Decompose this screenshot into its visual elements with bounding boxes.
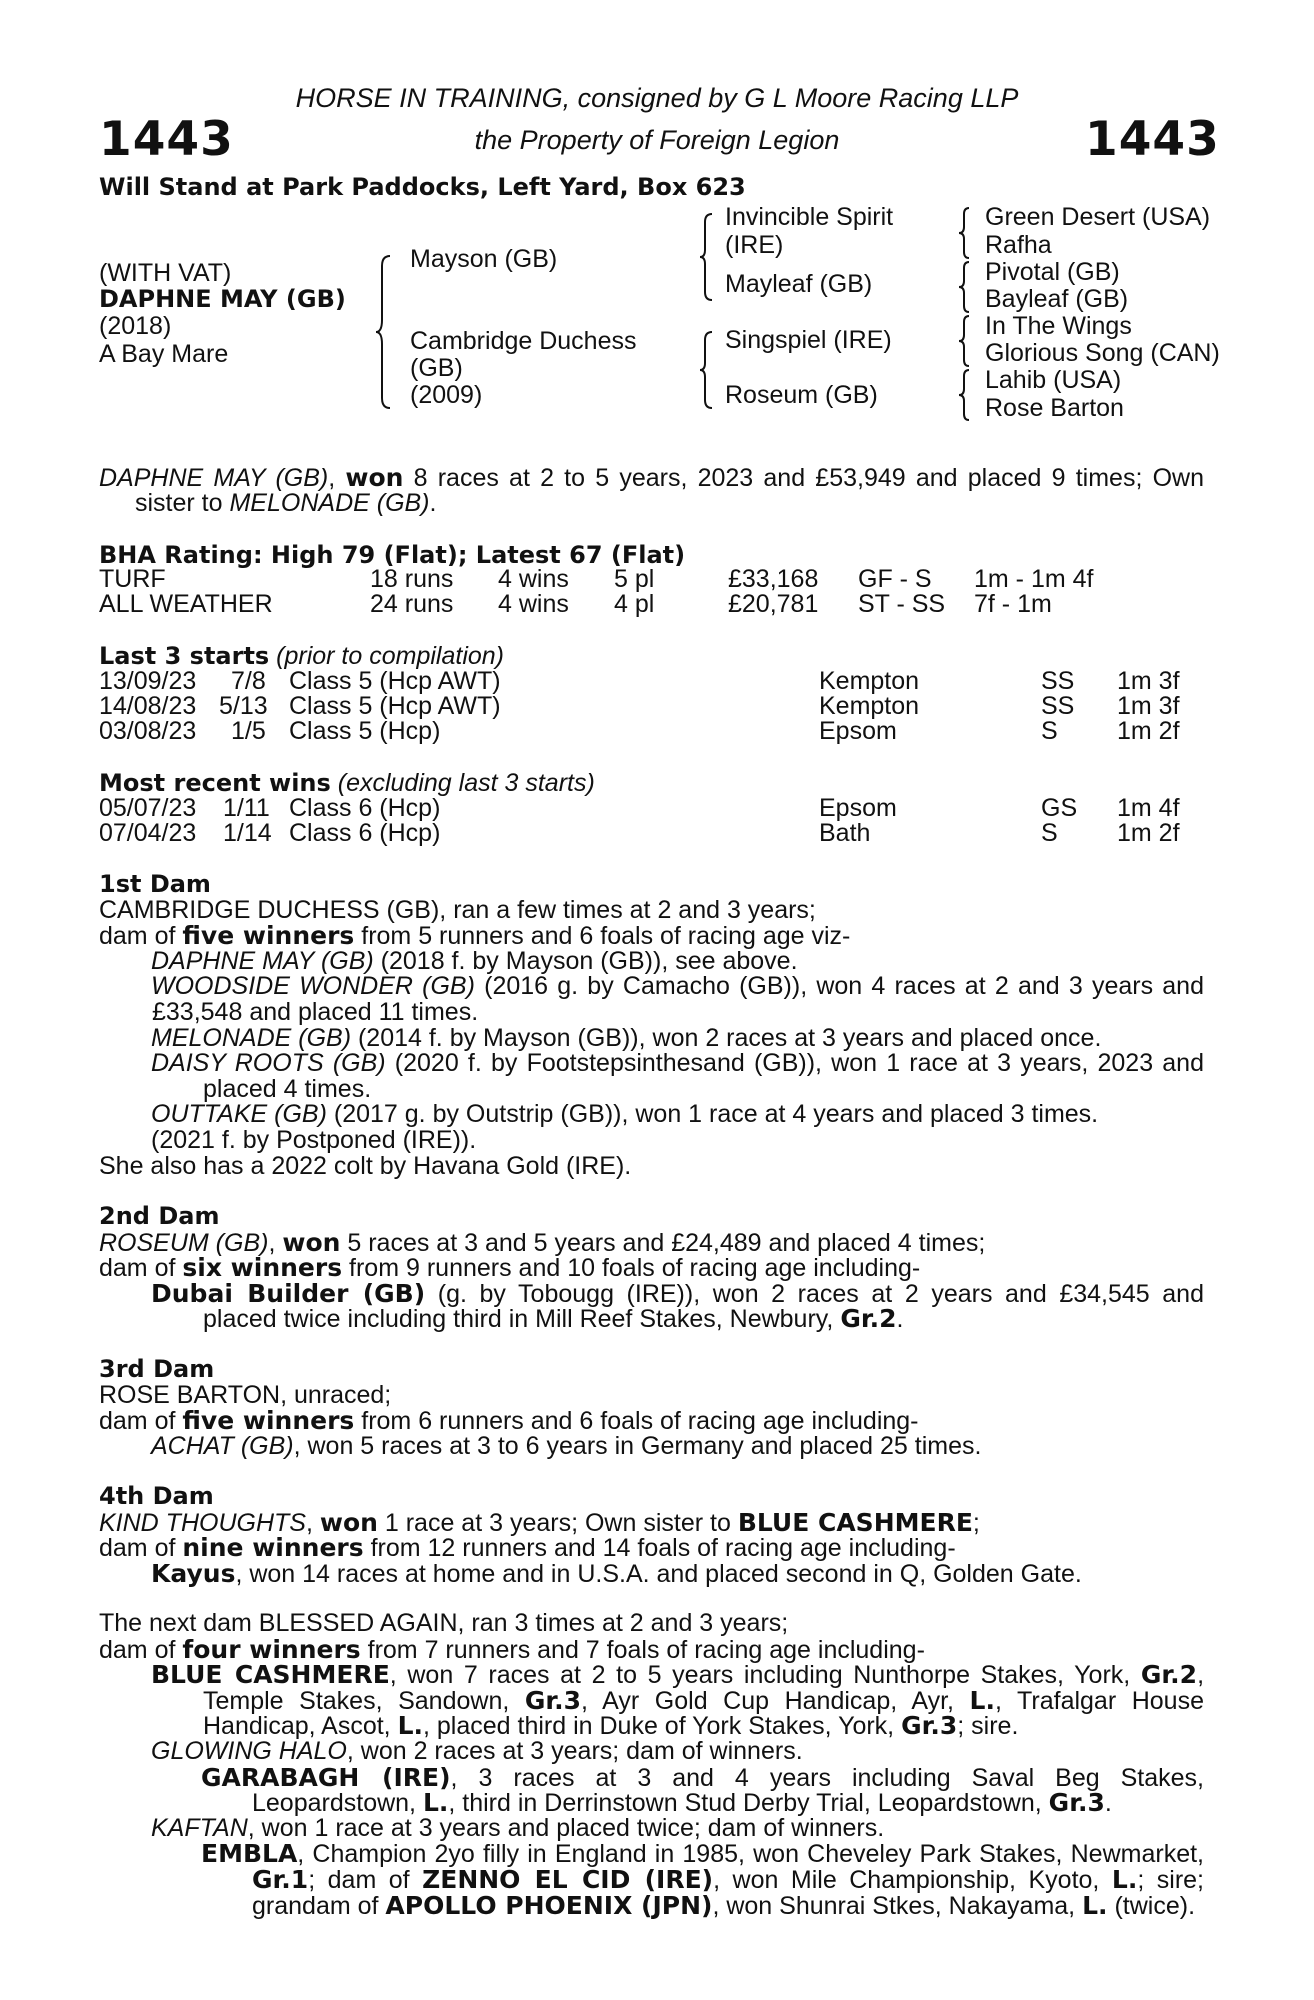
pedigree-brace-ggp1 (959, 206, 973, 260)
table-cell: SS (1041, 692, 1075, 720)
table-cell: Class 5 (Hcp AWT) (289, 667, 501, 695)
text-line: £33,548 and placed 11 times. (152, 997, 479, 1026)
text-line: grandam of APOLLO PHOENIX (JPN), won Shunrai Stkes, Nakayama, L. (twice). (252, 1890, 1196, 1920)
text-line: DAISY ROOTS (GB) (2020 f. by Footstepsinthesand (GB)), won 1 race at 3 years, 2023 and (151, 1049, 1204, 1078)
text-line: MELONADE (GB) (2014 f. by Mayson (GB)), won 2 races at 3 years and placed once. (151, 1023, 1102, 1052)
pedigree-brace-main (376, 254, 396, 410)
table-cell: 7f - 1m (974, 590, 1052, 618)
table-cell: 1m 4f (1117, 794, 1180, 822)
table-cell: Epsom (819, 717, 897, 745)
table-cell: S (1041, 717, 1058, 745)
text-line: Dubai Builder (GB) (g. by Tobougg (IRE)), won 2 races at 2 years and £34,545 and (151, 1278, 1204, 1308)
next-dam-section (99, 1611, 1204, 1918)
ggp-5: In The Wings (985, 312, 1132, 340)
table-cell: Epsom (819, 794, 897, 822)
pedigree-brace-ggp2 (959, 260, 973, 314)
ggp-6: Glorious Song (CAN) (985, 339, 1220, 367)
ggp-2: Rafha (985, 231, 1052, 259)
table-cell: 5/13 (219, 692, 268, 720)
table-cell: 1m 3f (1117, 692, 1180, 720)
text-line: ROSE BARTON, unraced; (99, 1380, 392, 1409)
table-cell: TURF (99, 565, 166, 593)
text-line: ACHAT (GB), won 5 races at 3 to 6 years in Germany and placed 25 times. (151, 1431, 982, 1460)
horse-description: A Bay Mare (99, 340, 229, 368)
horse-name: DAPHNE MAY (GB) (99, 285, 346, 313)
third-dam-title: 3rd Dam (99, 1355, 215, 1383)
text-line: Temple Stakes, Sandown, Gr.3, Ayr Gold Cup Handicap, Ayr, L., Trafalgar House (203, 1685, 1204, 1715)
fourth-dam-section (99, 1484, 1204, 1586)
table-cell: 07/04/23 (99, 819, 197, 847)
text-line: DAPHNE MAY (GB) (2018 f. by Mayson (GB)), see above. (151, 946, 798, 975)
text-line: DAPHNE MAY (GB), won 8 races at 2 to 5 years, 2023 and £53,949 and placed 9 times; Own (99, 463, 1204, 492)
lot-number-left: 1443 (99, 112, 234, 167)
ggp-4: Bayleaf (GB) (985, 285, 1129, 313)
table-cell: 1/5 (231, 717, 266, 745)
text-line: KIND THOUGHTS, won 1 race at 3 years; Own sister to BLUE CASHMERE; (99, 1507, 980, 1537)
table-cell: £20,781 (728, 590, 819, 618)
pedigree-brace-sire (700, 212, 716, 302)
pedigree-brace-ggp3 (959, 314, 973, 368)
text-line: placed twice including third in Mill Reef Stakes, Newbury, Gr.2. (203, 1304, 904, 1334)
text-line: OUTTAKE (GB) (2017 g. by Outstrip (GB)), won 1 race at 4 years and placed 3 times. (151, 1100, 1099, 1129)
text-line: The next dam BLESSED AGAIN, ran 3 times at 2 and 3 years; (99, 1609, 789, 1637)
ggp-1: Green Desert (USA) (985, 203, 1211, 231)
table-cell: GF - S (858, 565, 932, 593)
ggp-7: Lahib (USA) (985, 366, 1122, 394)
table-cell: Kempton (819, 667, 920, 695)
text-line: Handicap, Ascot, L., placed third in Duke of York Stakes, York, Gr.3; sire. (203, 1711, 1019, 1741)
vat-note: (WITH VAT) (99, 259, 232, 287)
most-recent-wins-title: Most recent wins (excluding last 3 starts) (99, 769, 595, 797)
table-cell: 5 pl (614, 565, 655, 593)
text-line: BLUE CASHMERE, won 7 races at 2 to 5 years including Nunthorpe Stakes, York, Gr.2, (151, 1660, 1205, 1690)
sire-sire-origin: (IRE) (725, 231, 784, 259)
table-cell: GS (1041, 794, 1078, 822)
table-cell: 1/14 (223, 819, 272, 847)
table-cell: 1m 3f (1117, 667, 1180, 695)
sire-sire-name: Invincible Spirit (725, 203, 894, 231)
table-cell: 14/08/23 (99, 692, 197, 720)
table-cell: Kempton (819, 692, 920, 720)
text-line: dam of five winners from 5 runners and 6 foals of racing age viz- (99, 921, 851, 951)
table-cell: ST - SS (858, 590, 946, 618)
table-cell: 03/08/23 (99, 717, 197, 745)
text-line: dam of five winners from 6 runners and 6 foals of racing age including- (99, 1406, 919, 1436)
pedigree-brace-dam (700, 330, 716, 410)
text-line: Gr.1; dam of ZENNO EL CID (IRE), won Mile Championship, Kyoto, L.; sire; (252, 1864, 1205, 1894)
table-cell: S (1041, 819, 1058, 847)
text-line: WOODSIDE WONDER (GB) (2016 g. by Camacho (GB)), won 4 races at 2 and 3 years and (151, 972, 1204, 1001)
text-line: Leopardstown, L., third in Derrinstown Stud Derby Trial, Leopardstown, Gr.3. (252, 1788, 1112, 1818)
table-cell: 4 wins (498, 590, 569, 618)
table-cell: ALL WEATHER (99, 590, 273, 618)
text-line: CAMBRIDGE DUCHESS (GB), ran a few times at 2 and 3 years; (99, 895, 816, 924)
text-line: GARABAGH (IRE), 3 races at 3 and 4 years including Saval Beg Stakes, (201, 1762, 1204, 1792)
table-cell: 24 runs (370, 590, 454, 618)
horse-year: (2018) (99, 312, 172, 340)
table-cell: 4 pl (614, 590, 655, 618)
table-cell: 4 wins (498, 565, 569, 593)
table-cell: 05/07/23 (99, 794, 197, 822)
consignor-line: HORSE IN TRAINING, consigned by G L Moore Racing LLP (295, 83, 1019, 113)
ggp-3: Pivotal (GB) (985, 258, 1120, 286)
text-line: dam of nine winners from 12 runners and 14 foals of racing age including- (99, 1533, 956, 1563)
text-line: KAFTAN, won 1 race at 3 years and placed twice; dam of winners. (151, 1813, 885, 1842)
table-cell: 1m - 1m 4f (974, 565, 1094, 593)
stand-location: Will Stand at Park Paddocks, Left Yard, Box 623 (99, 173, 746, 201)
dam-dam: Roseum (GB) (725, 381, 878, 409)
text-line: Kayus, won 14 races at home and in U.S.A. and placed second in Q, Golden Gate. (151, 1558, 1082, 1588)
sire: Mayson (GB) (410, 245, 558, 273)
table-cell: 18 runs (370, 565, 454, 593)
dam-sire: Singspiel (IRE) (725, 326, 892, 354)
table-cell: Bath (819, 819, 871, 847)
text-line: GLOWING HALO, won 2 races at 3 years; dam of winners. (151, 1736, 803, 1765)
bha-rating-title: BHA Rating: High 79 (Flat); Latest 67 (Flat) (99, 541, 686, 569)
text-line: dam of four winners from 7 runners and 7 foals of racing age including- (99, 1634, 925, 1664)
dam-year: (2009) (410, 381, 483, 409)
text-line: EMBLA, Champion 2yo filly in England in 1985, won Cheveley Park Stakes, Newmarket, (201, 1839, 1204, 1869)
third-dam-section (99, 1357, 1204, 1459)
table-cell: 1m 2f (1117, 819, 1180, 847)
last-3-starts-title: Last 3 starts (prior to compilation) (99, 642, 505, 670)
table-cell: Class 6 (Hcp) (289, 819, 441, 847)
dam-origin: (GB) (410, 354, 463, 382)
sire-dam: Mayleaf (GB) (725, 270, 873, 298)
table-cell: £33,168 (728, 565, 819, 593)
text-line: (2021 f. by Postponed (IRE)). (151, 1125, 477, 1154)
text-line: dam of six winners from 9 runners and 10 foals of racing age including- (99, 1253, 921, 1283)
table-cell: 7/8 (231, 667, 266, 695)
property-line: the Property of Foreign Legion (474, 125, 840, 155)
text-line: placed 4 times. (203, 1074, 372, 1103)
pedigree-brace-ggp4 (959, 368, 973, 422)
table-cell: Class 6 (Hcp) (289, 794, 441, 822)
table-cell: 13/09/23 (99, 667, 197, 695)
dam-name: Cambridge Duchess (410, 327, 637, 355)
second-dam-title: 2nd Dam (99, 1202, 220, 1230)
table-cell: Class 5 (Hcp AWT) (289, 692, 501, 720)
table-cell: Class 5 (Hcp) (289, 717, 441, 745)
text-line: She also has a 2022 colt by Havana Gold (IRE). (99, 1151, 632, 1180)
first-dam-title: 1st Dam (99, 870, 211, 898)
first-dam-section (99, 872, 1204, 1179)
second-dam-section (99, 1204, 1204, 1332)
text-line: ROSEUM (GB), won 5 races at 3 and 5 years and £24,489 and placed 4 times; (99, 1227, 986, 1257)
table-cell: 1/11 (223, 794, 270, 822)
race-summary (99, 465, 1204, 516)
lot-number-right: 1443 (1085, 112, 1220, 167)
table-cell: SS (1041, 667, 1075, 695)
fourth-dam-title: 4th Dam (99, 1482, 214, 1510)
table-cell: 1m 2f (1117, 717, 1180, 745)
text-line: sister to MELONADE (GB). (135, 488, 437, 517)
ggp-8: Rose Barton (985, 394, 1124, 422)
